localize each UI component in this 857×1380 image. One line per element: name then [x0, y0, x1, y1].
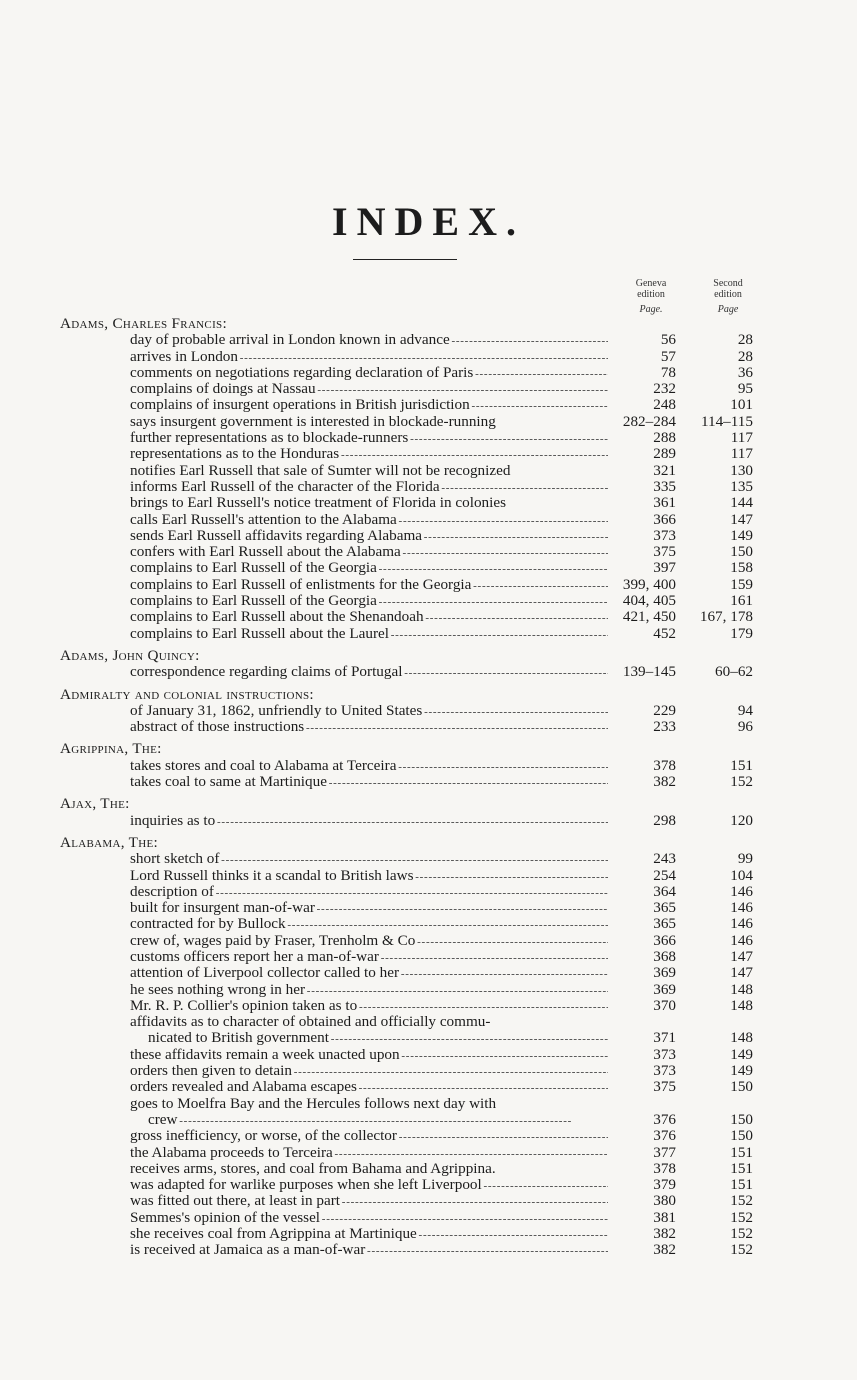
second-page: 152	[730, 1225, 753, 1243]
index-entry	[0, 998, 857, 1014]
entry-text: complains to Earl Russell of the Georgia - - -	[130, 560, 608, 577]
second-page: 148	[730, 980, 753, 998]
index-group	[0, 316, 857, 642]
second-page: 104	[730, 866, 753, 884]
index-entry	[0, 982, 857, 998]
geneva-page: 397	[653, 559, 676, 577]
geneva-page: 379	[653, 1176, 676, 1194]
geneva-page: 399, 400	[622, 575, 676, 593]
page-label-second: Page	[717, 304, 739, 315]
index-entry	[0, 851, 857, 867]
index-entry	[0, 813, 857, 829]
geneva-page: 298	[653, 811, 676, 829]
page-title: INDEX.	[332, 199, 525, 244]
geneva-page: 370	[653, 996, 676, 1014]
entry-text: these affidavits remain a week unacted upon - - -	[130, 1047, 608, 1064]
second-page: 144	[730, 494, 753, 512]
entry-text: inquiries as to - - -	[130, 813, 608, 830]
index-entry	[0, 900, 857, 916]
geneva-page: 369	[653, 964, 676, 982]
entry-text: was fitted out there, at least in part - - -	[130, 1193, 608, 1210]
index-entry	[0, 397, 857, 413]
second-page: 60–62	[715, 663, 753, 681]
second-page: 149	[730, 1045, 753, 1063]
entry-text: says insurgent government is interested in blockade-running	[130, 413, 496, 430]
geneva-page: 139–145	[622, 663, 676, 681]
index-group	[0, 835, 857, 1259]
geneva-page: 289	[653, 445, 676, 463]
second-page: 150	[730, 543, 753, 561]
second-page: 151	[730, 1176, 753, 1194]
index-entry	[0, 916, 857, 932]
second-page: 96	[737, 718, 753, 736]
index-entry	[0, 965, 857, 981]
index-entry	[0, 1242, 857, 1258]
entry-text: crew - - -	[148, 1112, 608, 1129]
geneva-page: 452	[653, 624, 676, 642]
entry-text: nicated to British government - - -	[148, 1030, 608, 1047]
entry-text: Mr. R. P. Collier's opinion taken as to - - -	[130, 998, 608, 1015]
entry-text: built for insurgent man-of-war - - -	[130, 900, 608, 917]
geneva-page: 376	[653, 1110, 676, 1128]
second-page: 159	[730, 575, 753, 593]
geneva-page: 375	[653, 543, 676, 561]
geneva-page: 56	[660, 331, 676, 349]
index-entry	[0, 1063, 857, 1079]
index-entry	[0, 1226, 857, 1242]
entry-text: further representations as to blockade-runners - - -	[130, 430, 608, 447]
second-page: 146	[730, 915, 753, 933]
geneva-page: 365	[653, 915, 676, 933]
index-entry	[0, 381, 857, 397]
geneva-page: 373	[653, 526, 676, 544]
index-entry	[0, 868, 857, 884]
index-entry	[0, 719, 857, 735]
entry-text: is received at Jamaica as a man-of-war - - -	[130, 1242, 608, 1259]
entry-text: sends Earl Russell affidavits regarding Alabama - - -	[130, 528, 608, 545]
geneva-page: 364	[653, 882, 676, 900]
second-page: 99	[737, 850, 753, 868]
geneva-page: 78	[660, 363, 676, 381]
second-page: 152	[730, 773, 753, 791]
geneva-page: 382	[653, 1225, 676, 1243]
geneva-page: 229	[653, 701, 676, 719]
entry-text: takes coal to same at Martinique - - -	[130, 774, 608, 791]
index-heading: Admiralty and colonial instructions:	[60, 685, 314, 703]
index-body	[0, 316, 857, 1265]
entry-text: complains to Earl Russell of the Georgia - - -	[130, 593, 608, 610]
entry-text: contracted for by Bullock - - -	[130, 916, 608, 933]
second-page: 95	[737, 380, 753, 398]
second-page: 117	[730, 429, 753, 447]
entry-text: was adapted for warlike purposes when she left Liverpool - - -	[130, 1177, 608, 1194]
second-page: 150	[730, 1078, 753, 1096]
second-page: 146	[730, 931, 753, 949]
second-page: 158	[730, 559, 753, 577]
entry-text: goes to Moelfra Bay and the Hercules follows next day with	[130, 1095, 497, 1112]
index-group	[0, 648, 857, 681]
geneva-page: 232	[653, 380, 676, 398]
second-page: 94	[737, 701, 753, 719]
second-page: 117	[730, 445, 753, 463]
geneva-page: 421, 450	[622, 608, 676, 626]
entry-text: comments on negotiations regarding declaration of Paris - - -	[130, 365, 608, 382]
index-entry	[0, 512, 857, 528]
entry-text: calls Earl Russell's attention to the Alabama - - -	[130, 512, 608, 529]
second-page: 135	[730, 477, 753, 495]
entry-text: representations as to the Honduras - - -	[130, 446, 608, 463]
index-entry	[0, 463, 857, 479]
index-heading: Agrippina, The:	[60, 740, 162, 758]
entry-text: complains of insurgent operations in British jurisdiction - - -	[130, 397, 608, 414]
second-page: 151	[730, 756, 753, 774]
index-entry	[0, 1030, 857, 1046]
index-entry	[0, 1193, 857, 1209]
title-rule	[353, 259, 457, 260]
index-entry	[0, 1014, 857, 1030]
entry-text: informs Earl Russell of the character of the Florida - - -	[130, 479, 608, 496]
geneva-page: 380	[653, 1192, 676, 1210]
page-label-geneva: Page.	[639, 304, 663, 315]
index-entry	[0, 758, 857, 774]
entry-text: Semmes's opinion of the vessel - - -	[130, 1210, 608, 1227]
index-entry	[0, 544, 857, 560]
entry-text: he sees nothing wrong in her - - -	[130, 982, 608, 999]
geneva-page: 335	[653, 477, 676, 495]
second-page: 28	[737, 347, 753, 365]
index-entry	[0, 703, 857, 719]
index-entry	[0, 1145, 857, 1161]
second-page: 146	[730, 882, 753, 900]
geneva-page: 381	[653, 1208, 676, 1226]
second-page: 152	[730, 1208, 753, 1226]
entry-text: orders revealed and Alabama escapes - - -	[130, 1079, 608, 1096]
second-page: 151	[730, 1143, 753, 1161]
index-entry	[0, 609, 857, 625]
column-header-geneva	[626, 278, 676, 315]
entry-text: complains of doings at Nassau - - -	[130, 381, 608, 398]
second-page: 148	[730, 996, 753, 1014]
index-entry	[0, 332, 857, 348]
geneva-page: 373	[653, 1062, 676, 1080]
entry-text: confers with Earl Russell about the Alabama - - -	[130, 544, 608, 561]
index-heading: Alabama, The:	[60, 833, 159, 851]
geneva-page: 378	[653, 1159, 676, 1177]
second-page: 130	[730, 461, 753, 479]
entry-text: day of probable arrival in London known in advance - - -	[130, 332, 608, 349]
second-page: 28	[737, 331, 753, 349]
entry-text: crew of, wages paid by Fraser, Trenholm & Co - - -	[130, 933, 608, 950]
entry-text: abstract of those instructions - - -	[130, 719, 608, 736]
geneva-page: 248	[653, 396, 676, 414]
index-entry	[0, 528, 857, 544]
entry-text: short sketch of - - -	[130, 851, 608, 868]
second-page: 150	[730, 1127, 753, 1145]
index-heading: Adams, John Quincy:	[60, 646, 200, 664]
second-page: 147	[730, 947, 753, 965]
second-page: 149	[730, 1062, 753, 1080]
index-group	[0, 796, 857, 829]
entry-text: complains to Earl Russell about the Laurel - - -	[130, 626, 608, 643]
geneva-page: 366	[653, 931, 676, 949]
column-header-second-line1: Second	[713, 278, 743, 289]
entry-text: attention of Liverpool collector called to her - - -	[130, 965, 608, 982]
index-entry	[0, 1079, 857, 1095]
index-entry	[0, 349, 857, 365]
second-page: 114–115	[700, 412, 753, 430]
index-entry	[0, 414, 857, 430]
second-page: 150	[730, 1110, 753, 1128]
geneva-page: 368	[653, 947, 676, 965]
second-page: 152	[730, 1241, 753, 1259]
entry-text: affidavits as to character of obtained and officially commu-	[130, 1014, 491, 1031]
geneva-page: 377	[653, 1143, 676, 1161]
second-page: 36	[737, 363, 753, 381]
geneva-page: 404, 405	[622, 592, 676, 610]
entry-text: the Alabama proceeds to Terceira - - -	[130, 1145, 608, 1162]
index-entry	[0, 365, 857, 381]
index-entry	[0, 430, 857, 446]
geneva-page: 366	[653, 510, 676, 528]
index-entry	[0, 1096, 857, 1112]
second-page: 151	[730, 1159, 753, 1177]
geneva-page: 233	[653, 718, 676, 736]
geneva-page: 282–284	[622, 412, 676, 430]
entry-text: arrives in London - - -	[130, 349, 608, 366]
geneva-page: 378	[653, 756, 676, 774]
index-entry	[0, 1161, 857, 1177]
index-entry	[0, 446, 857, 462]
index-entry	[0, 664, 857, 680]
geneva-page: 376	[653, 1127, 676, 1145]
column-header-second-line2: edition	[714, 289, 742, 300]
index-heading: Adams, Charles Francis:	[60, 315, 227, 332]
entry-text: takes stores and coal to Alabama at Terceira - - -	[130, 758, 608, 775]
index-entry	[0, 1128, 857, 1144]
index-entry	[0, 774, 857, 790]
entry-text: of January 31, 1862, unfriendly to United States - - -	[130, 703, 608, 720]
entry-text: gross inefficiency, or worse, of the collector - - -	[130, 1128, 608, 1145]
entry-text: she receives coal from Agrippina at Martinique - - -	[130, 1226, 608, 1243]
entry-text: brings to Earl Russell's notice treatment of Florida in colonies	[130, 495, 507, 512]
column-header-geneva-line1: Geneva	[635, 278, 667, 289]
index-entry	[0, 1177, 857, 1193]
index-entry	[0, 593, 857, 609]
index-entry	[0, 949, 857, 965]
index-entry	[0, 1112, 857, 1128]
geneva-page: 243	[653, 850, 676, 868]
entry-text: Lord Russell thinks it a scandal to British laws - - -	[130, 868, 608, 885]
geneva-page: 382	[653, 773, 676, 791]
second-page: 152	[730, 1192, 753, 1210]
column-header-geneva-line2: edition	[637, 289, 665, 300]
index-entry	[0, 560, 857, 576]
geneva-page: 361	[653, 494, 676, 512]
second-page: 147	[730, 510, 753, 528]
entry-text: complains to Earl Russell about the Shenandoah - - -	[130, 609, 608, 626]
entry-text: correspondence regarding claims of Portugal - - -	[130, 664, 608, 681]
second-page: 120	[730, 811, 753, 829]
entry-text: orders then given to detain - - -	[130, 1063, 608, 1080]
geneva-page: 365	[653, 899, 676, 917]
index-group	[0, 687, 857, 736]
second-page: 146	[730, 899, 753, 917]
geneva-page: 288	[653, 429, 676, 447]
geneva-page: 369	[653, 980, 676, 998]
index-entry	[0, 1210, 857, 1226]
index-entry	[0, 479, 857, 495]
index-entry	[0, 884, 857, 900]
second-page: 147	[730, 964, 753, 982]
entry-text: receives arms, stores, and coal from Bahama and Agrippina.	[130, 1160, 496, 1177]
geneva-page: 57	[660, 347, 676, 365]
index-entry	[0, 1047, 857, 1063]
index-heading: Ajax, The:	[60, 795, 130, 813]
second-page: 179	[730, 624, 753, 642]
geneva-page: 321	[653, 461, 676, 479]
column-header-second	[703, 278, 753, 315]
entry-text: customs officers report her a man-of-war - - -	[130, 949, 608, 966]
second-page: 101	[730, 396, 753, 414]
geneva-page: 371	[653, 1029, 676, 1047]
index-entry	[0, 577, 857, 593]
second-page: 167, 178	[699, 608, 753, 626]
geneva-page: 373	[653, 1045, 676, 1063]
index-entry	[0, 933, 857, 949]
index-group	[0, 741, 857, 790]
entry-text: notifies Earl Russell that sale of Sumter will not be recognized	[130, 462, 511, 479]
second-page: 161	[730, 592, 753, 610]
second-page: 148	[730, 1029, 753, 1047]
index-entry	[0, 626, 857, 642]
index-entry	[0, 495, 857, 511]
entry-text: description of - - -	[130, 884, 608, 901]
geneva-page: 254	[653, 866, 676, 884]
geneva-page: 375	[653, 1078, 676, 1096]
geneva-page: 382	[653, 1241, 676, 1259]
second-page: 149	[730, 526, 753, 544]
entry-text: complains to Earl Russell of enlistments for the Georgia - - -	[130, 577, 608, 594]
